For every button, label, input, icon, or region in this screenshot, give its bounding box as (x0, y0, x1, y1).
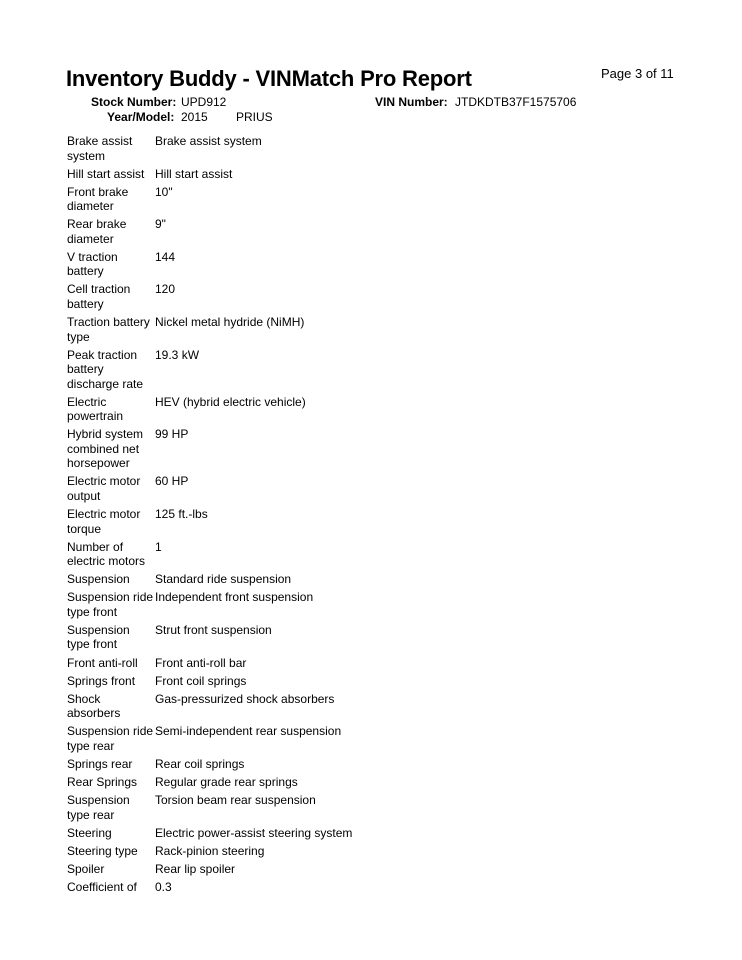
spec-name: Electric motor torque (67, 507, 141, 536)
spec-value: Front coil springs (155, 673, 247, 688)
spec-value: Hill start assist (155, 166, 233, 181)
spec-name: Spoiler (67, 861, 105, 876)
spec-row (67, 623, 687, 656)
spec-value: Gas-pressurized shock absorbers (155, 691, 335, 706)
spec-value: Nickel metal hydride (NiMH) (155, 315, 305, 330)
spec-name: Springs rear (67, 756, 133, 771)
spec-value: Rack-pinion steering (155, 843, 265, 858)
page-number: Page 3 of 11 (601, 66, 674, 81)
spec-row (67, 826, 687, 844)
vin-number-label: VIN Number: (375, 95, 448, 109)
spec-row (67, 793, 687, 826)
spec-value: Standard ride suspension (155, 572, 292, 587)
spec-value: Torsion beam rear suspension (155, 793, 316, 808)
vin-number-value: JTDKDTB37F1575706 (455, 95, 577, 109)
spec-name: Brake assist system (67, 134, 133, 163)
spec-name: Number of electric motors (67, 539, 146, 569)
spec-name: Suspension type rear (67, 793, 130, 822)
year-model-label: Year/Model: (107, 110, 175, 124)
spec-value: 0.3 (155, 879, 172, 894)
spec-name: Hill start assist (67, 166, 145, 181)
stock-number-value: UPD912 (181, 95, 227, 109)
spec-name: Hybrid system combined net horsepower (67, 427, 144, 471)
spec-row (67, 862, 687, 880)
spec-name: Electric powertrain (67, 394, 124, 424)
spec-row (67, 474, 687, 507)
spec-value: HEV (hybrid electric vehicle) (155, 394, 306, 409)
spec-row (67, 674, 687, 692)
spec-value: 60 HP (155, 474, 189, 489)
spec-row (67, 507, 687, 540)
spec-value: Semi-independent rear suspension (155, 724, 342, 739)
spec-value: Rear lip spoiler (155, 861, 236, 876)
spec-name: Steering (67, 825, 112, 840)
spec-value: Brake assist system (155, 134, 262, 148)
spec-name: Rear Springs (67, 774, 138, 789)
spec-name: V traction battery (67, 249, 118, 279)
model-value: PRIUS (236, 110, 273, 124)
spec-value: 9" (155, 217, 166, 232)
spec-value: Strut front suspension (155, 622, 272, 637)
spec-row (67, 757, 687, 775)
spec-row (67, 217, 687, 250)
spec-row (67, 540, 687, 573)
spec-name: Front brake diameter (67, 184, 129, 214)
spec-row (67, 656, 687, 674)
spec-value: 120 (155, 282, 176, 297)
spec-value: 125 ft.-lbs (155, 507, 208, 522)
spec-row (67, 250, 687, 283)
spec-value: 144 (155, 249, 176, 264)
spec-row (67, 844, 687, 862)
spec-row (67, 590, 687, 623)
spec-row (67, 880, 687, 898)
spec-name: Suspension (67, 572, 130, 587)
spec-value: Electric power-assist steering system (155, 825, 353, 840)
stock-number-label: Stock Number: (91, 95, 177, 109)
spec-table (67, 134, 687, 898)
spec-row (67, 282, 687, 315)
spec-name: Suspension type front (67, 622, 130, 652)
spec-value: Independent front suspension (155, 590, 314, 605)
spec-row (67, 775, 687, 793)
spec-name: Springs front (67, 673, 136, 688)
spec-name: Rear brake diameter (67, 217, 127, 246)
spec-row (67, 692, 687, 725)
spec-name: Steering type (67, 843, 138, 858)
spec-name: Coefficient of (67, 879, 137, 894)
spec-name: Traction battery type (67, 315, 150, 344)
spec-value: Rear coil springs (155, 756, 245, 771)
spec-row (67, 167, 687, 185)
spec-name: Peak traction battery discharge rate (67, 347, 144, 391)
spec-row (67, 427, 687, 474)
year-value: 2015 (181, 110, 208, 124)
spec-value: 1 (155, 539, 162, 554)
spec-row (67, 134, 687, 167)
spec-row (67, 185, 687, 218)
spec-name: Suspension ride type front (67, 590, 154, 619)
spec-name: Front anti-roll (67, 655, 138, 670)
spec-row (67, 395, 687, 428)
spec-value: 19.3 kW (155, 347, 200, 362)
spec-row (67, 348, 687, 395)
spec-value: 10" (155, 184, 173, 199)
spec-name: Electric motor output (67, 474, 141, 503)
spec-value: Front anti-roll bar (155, 655, 247, 670)
spec-name: Shock absorbers (67, 691, 121, 721)
report-title: Inventory Buddy - VINMatch Pro Report (66, 66, 472, 91)
spec-row (67, 572, 687, 590)
spec-row (67, 724, 687, 757)
spec-name: Suspension ride type rear (67, 724, 154, 753)
spec-value: 99 HP (155, 427, 189, 442)
spec-row (67, 315, 687, 348)
spec-value: Regular grade rear springs (155, 774, 298, 789)
spec-name: Cell traction battery (67, 282, 131, 311)
